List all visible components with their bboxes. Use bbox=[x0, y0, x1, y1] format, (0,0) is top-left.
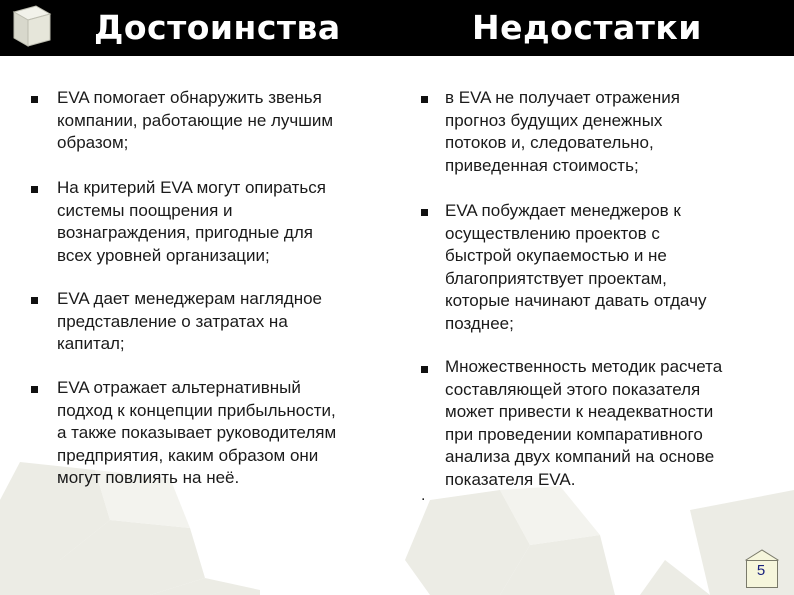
advantage-item: EVA отражает альтернативный подход к концепции прибыльности, а также показывает руководителям предприятия, каким образом они могут повлиять на неё. bbox=[57, 378, 337, 488]
disadvantage-item: EVA побуждает менеджеров к осуществлению проектов с быстрой окупаемостью и не благоприятствует проектам, которые начинают давать отдачу позднее; bbox=[445, 201, 707, 333]
advantages-heading: Достоинства bbox=[94, 8, 341, 47]
disadvantages-heading: Недостатки bbox=[472, 8, 702, 47]
square-bullet-icon bbox=[421, 96, 428, 103]
square-bullet-icon bbox=[31, 186, 38, 193]
square-bullet-icon bbox=[31, 96, 38, 103]
square-bullet-icon bbox=[31, 386, 38, 393]
square-bullet-icon bbox=[421, 209, 428, 216]
advantage-item: EVA дает менеджерам наглядное представление о затратах на капитал; bbox=[57, 289, 323, 354]
page-number: 5 bbox=[756, 562, 766, 579]
advantage-item: EVA помогает обнаружить звенья компании, работающие не лучшим образом; bbox=[57, 88, 334, 153]
disadvantage-item: Множественность методик расчета составляющей этого показателя может привести к неадекватности при проведении компаративного анализа двух компаний на основе показателя EVA. bbox=[445, 357, 723, 489]
square-bullet-icon bbox=[421, 366, 428, 373]
trailing-period: . bbox=[421, 487, 426, 504]
cube-icon bbox=[6, 2, 56, 50]
square-bullet-icon bbox=[31, 297, 38, 304]
advantage-item: На критерий EVA могут опираться системы поощрения и вознаграждения, пригодные для всех уровней организации; bbox=[57, 178, 326, 265]
disadvantage-item: в EVA не получает отражения прогноз будущих денежных потоков и, следовательно, приведенная стоимость; bbox=[445, 88, 680, 175]
